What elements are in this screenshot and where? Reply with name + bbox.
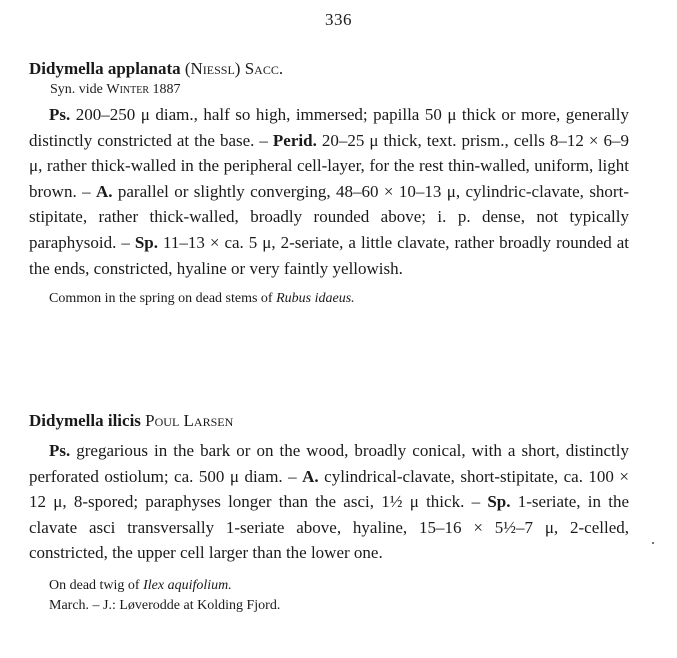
species-authority: Poul Larsen [145, 411, 234, 430]
species-heading [29, 410, 629, 432]
species-name: Didymella ilicis [29, 411, 141, 430]
synonym-year: 1887 [149, 82, 181, 97]
description-text: 11–13 × ca. 5 μ, 2-seriate, a little clavate, rather broadly rounded at the ends, constricted, hyaline or very faintly yellowish. [29, 232, 630, 278]
locality-note: March. – J.: Løverodde at Kolding Fjord. [49, 597, 281, 613]
description-text: parallel or slightly converging, 48–60 × 10–13 μ, cylindric-clavate, short-stipitate, rather thick-walled, broadly rounded above; i. p. dense, not typically paraphysoid. – [29, 181, 629, 252]
species-heading [29, 58, 629, 80]
synonym-line [50, 80, 629, 100]
species-authority: (Niessl) Sacc. [184, 59, 284, 78]
synonym-prefix: Syn. vide [50, 82, 107, 97]
habitat-host: Ilex aquifolium. [143, 577, 232, 593]
habitat-note [49, 289, 629, 309]
description-term: Sp. [134, 232, 159, 252]
description-text: 1-seriate, in the clavate asci transversally 1-seriate above, hyaline, 15–16 × 5½–7 μ, 2-celled, constricted, the upper cell larger than the lower one. [29, 492, 630, 563]
description-text: cylindrical-clavate, short-stipitate, ca. 100 × 12 μ, 8-spored; paraphyses longer than the asci, 1½ μ thick. – [29, 466, 629, 512]
description-term: Ps. [49, 441, 71, 460]
species-description [29, 102, 629, 281]
description-term: Ps. [49, 105, 71, 124]
habitat-prefix: Common in the spring on dead stems of [49, 291, 277, 307]
description-term: A. [302, 466, 319, 486]
description-term: Sp. [487, 492, 511, 512]
description-term: A. [95, 181, 113, 201]
species-entry-didymella-ilicis [29, 410, 629, 616]
description-text: 200–250 μ diam., half so high, immersed; papilla 50 μ thick or more, generally distinctly constricted at the base. – [29, 105, 629, 150]
habitat-prefix: On dead twig of [49, 577, 144, 593]
synonym-author: Winter [106, 82, 150, 97]
species-description [29, 438, 629, 566]
habitat-note [49, 576, 629, 596]
habitat-host: Rubus idaeus. [276, 291, 355, 307]
description-term: Perid. [272, 130, 317, 150]
page-number: 336 [325, 10, 352, 29]
print-speck [652, 542, 654, 544]
species-entry-didymella-applanata [29, 58, 629, 309]
species-name: Didymella applanata [29, 59, 181, 78]
description-text: 20–25 μ thick, text. prism., cells 8–12 × 6–9 μ, rather thick-walled in the peripheral cell-layer, for the rest thin-walled, uniform, light brown. – [29, 130, 629, 201]
description-text: gregarious in the bark or on the wood, broadly conical, with a short, distinctly perforated ostiolum; ca. 500 μ diam. – [29, 441, 629, 486]
